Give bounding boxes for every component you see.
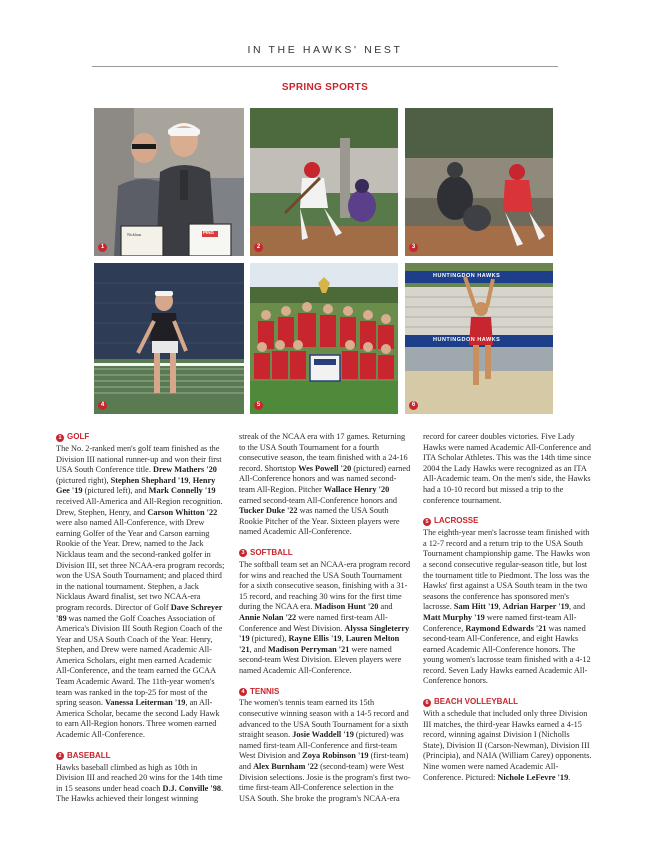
banner-top-text: HUNTINGDON HAWKS <box>433 273 501 279</box>
tennis-photo-image <box>94 263 244 414</box>
text-column-1 <box>56 432 226 805</box>
photo-number-badge: 1 <box>98 243 107 252</box>
softball-heading <box>239 548 411 559</box>
photo-golf <box>94 108 244 256</box>
photo-number-badge: 2 <box>254 243 263 252</box>
tennis-paragraph: The women's tennis team earned its 15th consecutive winning season with a 14-5 record and advanced to the USA South Tournament for a sixth straight season. Josie Waddell '19 (pictured) was named first-team All-Conference and first-team West Division and Zoya Robinson '19 (first-team) and Alex Burnham '22 (second-team) were West Division selections. Josie is the program's first two-time first-team All-Conference selection in the USA South. She broke the program's NCAA-era <box>239 698 411 803</box>
volleyball-number-badge: 6 <box>423 699 431 707</box>
baseball-title: BASEBALL <box>67 750 111 760</box>
tennis-paragraph-continued: record for career doubles victories. Five Lady Hawks were named Academic All-Conference and ITA Scholar Athletes. This was the 14th time since 2004 the Lady Hawks were recognized as an ITA All-Academic team. On the men's side, the Hawks had a 10-10 record but missed a trip to the conference tournament. <box>423 432 592 505</box>
plaque-left-text: Nicklaus <box>127 232 142 237</box>
section-title: SPRING SPORTS <box>281 82 369 93</box>
photo-number-badge: 6 <box>409 401 418 410</box>
golf-heading <box>56 432 226 443</box>
softball-title: SOFTBALL <box>250 548 293 558</box>
photo-number-badge: 5 <box>254 401 263 410</box>
lacrosse-paragraph: The eighth-year men's lacrosse team finished with a 12-7 record and a return trip to the USA South Tournament championship game. The Hawks won a second consecutive regular-season title, but lost the tournament title to Piedmont. The loss was the Hawks' first against a USA South team in the two seasons the conference has sponsored men's lacrosse. Sam Hitt '19, Adrian Harper '19, and Matt Murphy '19 were named first-team All-Conference, Raymond Edwards '21 was named second-team All-Conference, and eight Hawks earned Academic All-Conference honors. The young women's lacrosse team finished with a 4-12 record. Seven Lady Hawks earned Academic All-Conference honors. <box>423 528 591 686</box>
photo-beach-volleyball <box>405 263 553 414</box>
baseball-photo-image <box>250 108 398 256</box>
volleyball-paragraph: With a schedule that included only three Division III matches, the third-year Hawks earned a 4-15 record, winning against Division I (Nicholls State), Division II (Carson-Newman), Division III (Principia), and NAIA (William Carey) opponents. Nine women were named Academic All-Conference. Pictured: Nichole LeFevre '19. <box>423 709 592 782</box>
photo-tennis <box>94 263 244 414</box>
text-column-2 <box>239 432 411 804</box>
lacrosse-heading <box>423 516 593 527</box>
baseball-paragraph-continued: streak of the NCAA era with 17 games. Returning to the USA South Tournament for a fourth consecutive season, the team finished with a 24-16 record. Shortstop Wes Powell '20 (pictured) earned All-Conference honors and was named second-team All-Region. Pitcher Wallace Henry '20 earned second-team All-Conference honors and Tucker Duke '22 was named the USA South Rookie Pitcher of the Year. Sixteen players were named Academic All-Conference. <box>239 432 411 537</box>
lacrosse-number-badge: 5 <box>423 518 431 526</box>
lacrosse-title: LACROSSE <box>434 516 479 526</box>
baseball-paragraph: Hawks baseball climbed as high as 10th in Division III and reached 20 wins for the 14th time in 15 seasons under head coach D.J. Conville '98. The Hawks achieved their longest winning <box>56 762 224 804</box>
photo-number-badge: 4 <box>98 401 107 410</box>
softball-number-badge: 3 <box>239 549 247 557</box>
photo-number-badge: 3 <box>409 243 418 252</box>
photo-baseball <box>250 108 398 256</box>
softball-photo-image <box>405 108 553 256</box>
golf-number-badge: 1 <box>56 434 64 442</box>
text-column-3 <box>423 432 593 783</box>
banner-mid-text: HUNTINGDON HAWKS <box>433 337 501 343</box>
softball-paragraph: The softball team set an NCAA-era program record for wins and reached the USA South Tournament for a sixth consecutive season, finishing with a 31-15 record, and reaching 30 wins for the first time during the NCAA era. Madison Hunt '20 and Annie Nolan '22 were named first-team All-Conference and West Division. Alyssa Singleterry '19 (pictured), Rayne Ellis '19, Lauren Melton '21, and Madison Perryman '21 were named second-team West Division. Eleven players were named Academic All-Conference. <box>239 559 411 675</box>
golf-title: GOLF <box>67 432 90 442</box>
baseball-heading <box>56 751 226 762</box>
header-rule <box>92 66 558 67</box>
golf-photo-image <box>94 108 244 256</box>
photo-softball <box>405 108 553 256</box>
golf-paragraph: The No. 2-ranked men's golf team finished as the Division III national runner-up and won their first USA South Conference title. Drew Mathers '20 (pictured right), Stephen Shephard '19, Henry Gee '19 (pictured left), and Mark Connelly '19 received All-America and All-Region recognition. Drew, Stephen, Henry, and Carson Whitton '22 were also named All-Conference, with Drew earning Golfer of the Year and Carson earning Rookie of the Year. Drew, named to the Jack Nicklaus team and the second-ranked golfer in Division III, set three NCAA-era program records; won the USA South Tournament; and placed third in the national tournament. Stephen, a Jack Nicklaus Award finalist, set two NCAA-era program records. Director of Golf Dave Schreyer '89 was named the Golf Coaches Association of America's Division III South Region Coach of the Year and USA South Coach of the Year. Henry, Stephen, and Drew were named Academic All-America Scholars, eight men earned Academic All-Conference, and the team earned the GCAA Team Academic Award. The 11th-year women's team was ranked in the top-25 for most of the spring season. Vanessa Leiterman '19, an All-America Scholar, became the second Lady Hawk to earn All-Region honors. Three women earned Academic All-Conference. <box>56 444 225 740</box>
volleyball-heading <box>423 697 593 708</box>
photo-lacrosse <box>250 263 398 414</box>
tennis-title: TENNIS <box>250 686 280 696</box>
lacrosse-photo-image <box>250 263 398 414</box>
baseball-number-badge: 2 <box>56 752 64 760</box>
volleyball-title: BEACH VOLLEYBALL <box>434 697 518 707</box>
plaque-right-text: PING <box>203 230 215 235</box>
tennis-heading <box>239 686 411 697</box>
tennis-number-badge: 4 <box>239 688 247 696</box>
header-title: IN THE HAWKS' NEST <box>247 44 403 56</box>
